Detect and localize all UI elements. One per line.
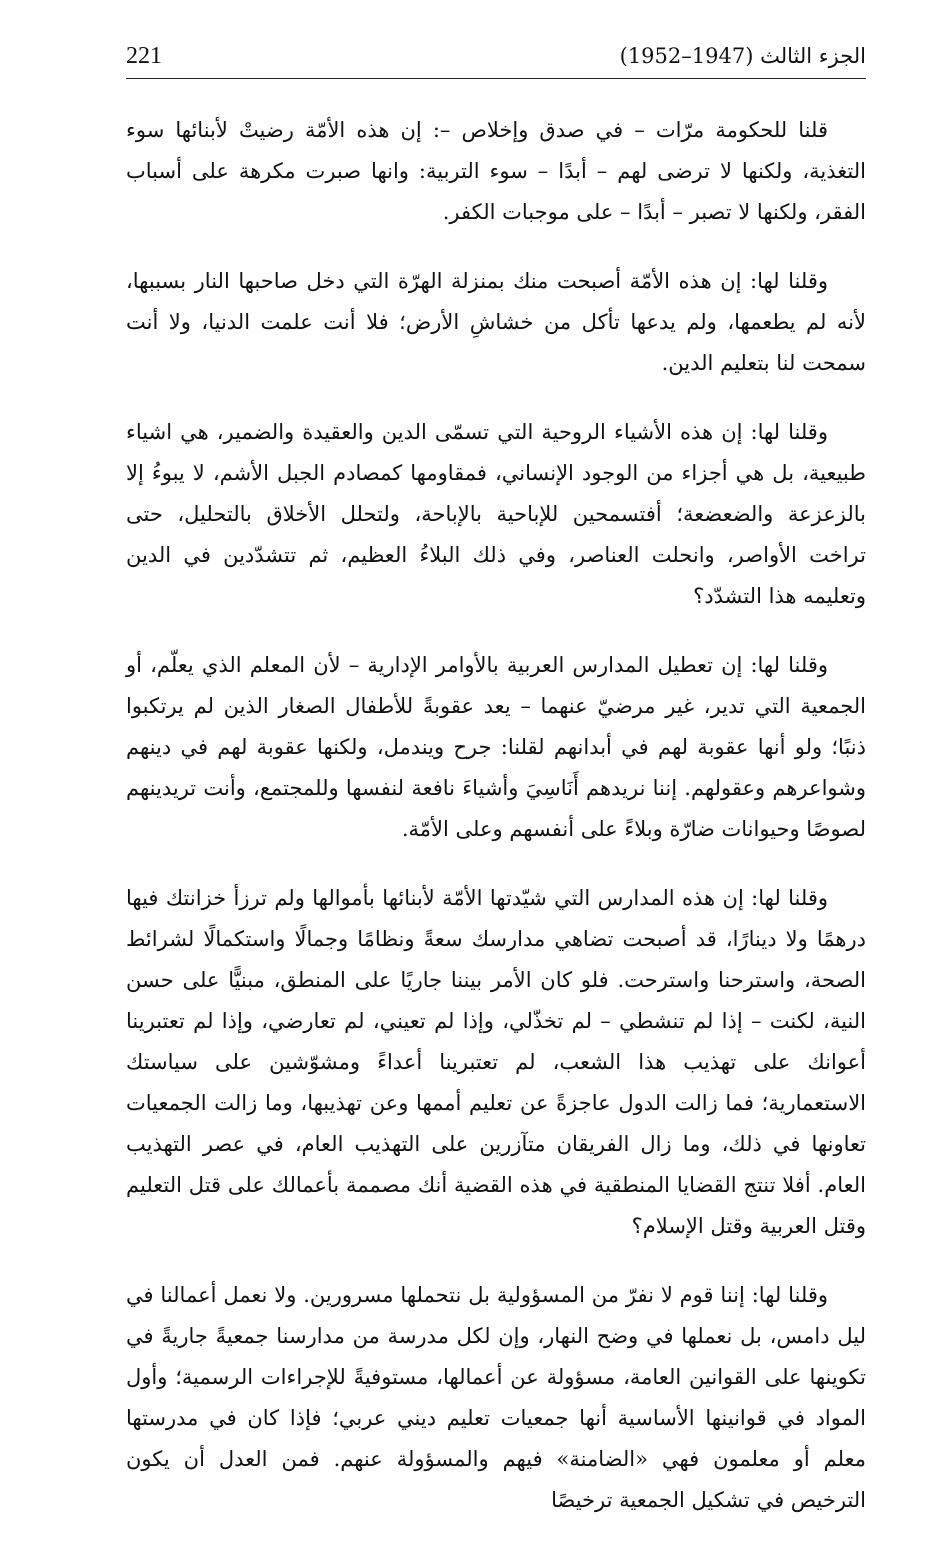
paragraph: وقلنا لها: إننا قوم لا نفرّ من المسؤولية بل نتحملها مسرورين. ولا نعمل أعمالنا في ليل دامس، بل نعملها في وضح النهار، وإن لكل مدرسة من مدارسنا جمعيةً جاريةً في تكوينها على القوانين العامة، مسؤولة عن أعمالها، مستوفيةً للإجراءات الرسمية؛ وأول المواد في قوانينها الأساسية أنها جمعيات تعليم ديني عربي؛ فإذا كان في مدرستها معلم أو معلمون فهي «الضامنة» فيهم والمسؤولة عنهم. فمن العدل أن يكون الترخيص في تشكيل الجمعية ترخيصًا [126,1283,866,1512]
page-body [126,110,866,1549]
paragraph: وقلنا لها: إن هذه الأشياء الروحية التي تسمّى الدين والعقيدة والضمير، هي اشياء طبيعية، بل هي أجزاء من الوجود الإنساني، فمقاومها كمصادم الجبل الأشم، لا يبوءُ إلا بالزعزعة والضعضعة؛ أفتسمحين للإباحية بالإباحة، ولتحلل الأخلاق بالتحليل، حتى تراخت الأواصر، وانحلت العناصر، وفي ذلك البلاءُ العظيم، ثم تتشدّدين في الدين وتعليمه هذا التشدّد؟ [126,420,866,608]
page-number: 221 [126,43,162,69]
paragraph: وقلنا لها: إن هذه الأمّة أصبحت منك بمنزلة الهرّة التي دخل صاحبها النار بسببها، لأنه لم يطعمها، ولم يدعها تأكل من خشاشِ الأرض؛ فلا أنت علمت الدنيا، ولا أنت سمحت لنا بتعليم الدين. [126,269,866,375]
paragraph: قلنا للحكومة مرّات – في صدق وإخلاص –: إن هذه الأمّة رضيتْ لأبنائها سوء التغذية، ولكنها لا ترضى لهم – أبدًا – سوء التربية: وانها صبرت مكرهة على أسباب الفقر، ولكنها لا تصبر – أبدًا – على موجبات الكفر. [126,118,866,224]
page-header [126,36,866,79]
paragraph: وقلنا لها: إن هذه المدارس التي شيّدتها الأمّة لأبنائها بأموالها ولم ترزأ خزانتك فيها درهمًا ولا دينارًا، قد أصبحت تضاهي مدارسك سعةً ونظامًا وجمالًا واستكمالًا لشرائط الصحة، واسترحنا واسترحت. فلو كان الأمر بيننا جاريًا على المنطق، مبنيًّا على حسن النية، لكنت – إذا لم تنشطي – لم تخذّلي، وإذا لم تعيني، لم تعارضي، وإذا لم تعتبرينا أعوانك على تهذيب هذا الشعب، لم تعتبرينا أعداءً ومشوّشين على سياستك الاستعمارية؛ فما زالت الدول عاجزةً عن تعليم أممها وعن تهذيبها، وما زالت الجمعيات تعاونها في ذلك، وما زال الفريقان متآزرين على التهذيب العام، في عصر التهذيب العام. أفلا تنتج القضايا المنطقية في هذه القضية أنك مصممة بأعمالك على قتل التعليم وقتل العربية وقتل الإسلام؟ [126,886,866,1238]
running-head: الجزء الثالث (1947–1952) [619,44,866,68]
paragraph: وقلنا لها: إن تعطيل المدارس العربية بالأوامر الإدارية – لأن المعلم الذي يعلّم، أو الجمعية التي تدير، غير مرضيّ عنهما – يعد عقوبةً للأطفال الصغار الذين لم يرتكبوا ذنبًا؛ ولو أنها عقوبة لهم في أبدانهم لقلنا: جرح ويندمل، ولكنها عقوبة لهم في دينهم وشواعرهم وعقولهم. إننا نريدهم أَنَاسِيَ وأشياءَ نافعة لنفسها وللمجتمع، وأنت تريدينهم لصوصًا وحيوانات ضارّة وبلاءً على أنفسهم وعلى الأمّة. [126,653,866,841]
